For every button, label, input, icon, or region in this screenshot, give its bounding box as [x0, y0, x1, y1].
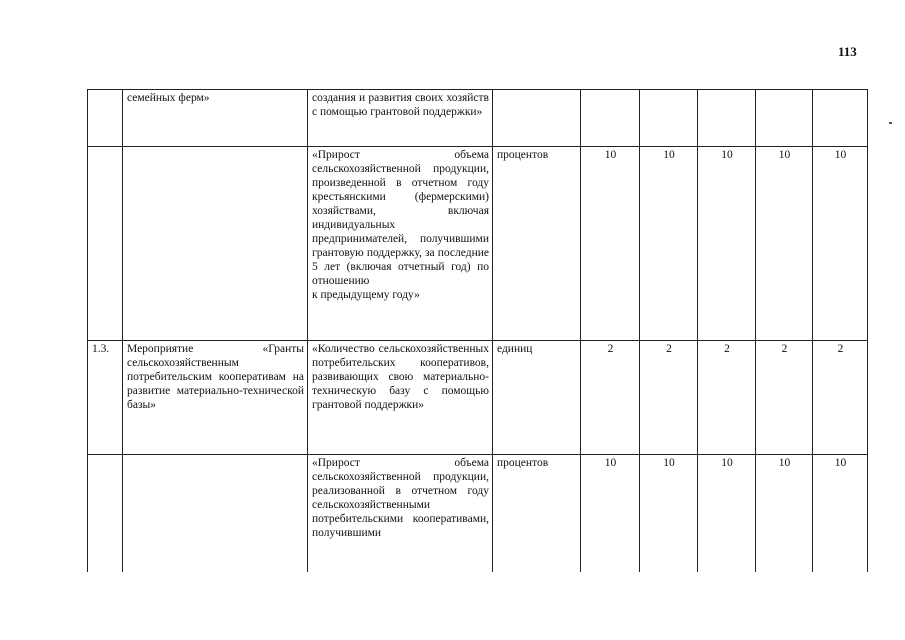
value-cell: 10 [756, 455, 813, 572]
value-cell: 10 [581, 455, 640, 572]
value-cell [581, 90, 640, 147]
program-indicators-table [87, 89, 868, 572]
value-cell: 2 [813, 341, 868, 455]
table-row [88, 455, 868, 572]
value-cell: 2 [698, 341, 756, 455]
measure-cell [123, 147, 308, 341]
value-cell: 10 [756, 147, 813, 341]
value-cell: 2 [756, 341, 813, 455]
unit-cell: единиц [493, 341, 581, 455]
value-cell [698, 90, 756, 147]
indicator-cell: «Количество сельскохозяйственных потребительских кооперативов, развивающих свою материально-техническую базу с помощью грантовой поддержки» [308, 341, 493, 455]
value-cell: 10 [698, 147, 756, 341]
page-number: 113 [838, 44, 857, 59]
value-cell: 10 [640, 147, 698, 341]
value-cell: 10 [640, 455, 698, 572]
row-index: 1.3. [88, 341, 123, 455]
unit-cell [493, 90, 581, 147]
table-row [88, 90, 868, 147]
unit-cell: процентов [493, 455, 581, 572]
table-row [88, 147, 868, 341]
indicator-cell: «Прирост объема сельскохозяйственной продукции, произведенной в отчетном году крестьянскими (фермерскими) хозяйствами, включая индивидуальных предпринимателей, получившими грантовую поддержку, за последние 5 лет (включая отчетный год) по отношению к предыдущему году» [308, 147, 493, 341]
row-index [88, 455, 123, 572]
indicator-cell: создания и развития своих хозяйств с помощью грантовой поддержки» [308, 90, 493, 147]
indicator-cell: «Прирост объема сельскохозяйственной продукции, реализованной в отчетном году сельскохозяйственными потребительскими кооперативами, получившими [308, 455, 493, 572]
value-cell: 10 [813, 455, 868, 572]
value-cell: 2 [581, 341, 640, 455]
measure-cell: семейных ферм» [123, 90, 308, 147]
measure-cell [123, 455, 308, 572]
value-cell: 10 [813, 147, 868, 341]
value-cell: 10 [698, 455, 756, 572]
measure-cell: Мероприятие «Гранты сельскохозяйственным потребительским кооперативам на развитие материально-технической базы» [123, 341, 308, 455]
value-cell: 2 [640, 341, 698, 455]
value-cell [813, 90, 868, 147]
value-cell: 10 [581, 147, 640, 341]
value-cell [640, 90, 698, 147]
scan-mark [889, 122, 892, 124]
table-row [88, 341, 868, 455]
value-cell [756, 90, 813, 147]
row-index [88, 90, 123, 147]
row-index [88, 147, 123, 341]
unit-cell: процентов [493, 147, 581, 341]
